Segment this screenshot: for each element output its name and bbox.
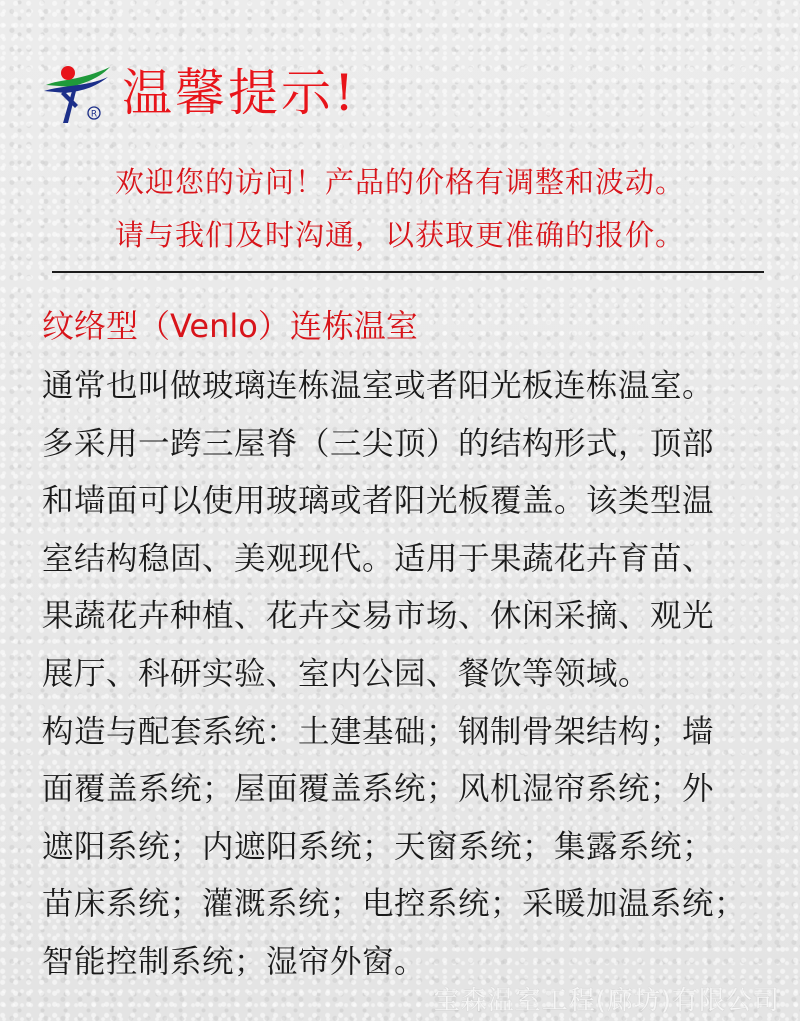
body-text: [42, 358, 772, 992]
body-line: 智能控制系统；湿帘外窗。: [42, 943, 427, 980]
svg-text:R: R: [90, 109, 98, 120]
body-line: 通常也叫做玻璃连栋温室或者阳光板连栋温室。: [42, 368, 715, 404]
divider: [52, 271, 764, 273]
watermark: 宝森温室工程(廊坊)有限公司: [433, 986, 780, 1016]
body-line: 面覆盖系统；屋面覆盖系统；风机湿帘系统；外: [42, 771, 715, 808]
notice-line-2: 请与我们及时沟通，以获取更准确的报价。: [114, 218, 685, 252]
section-title: 纹络型（Venlo）连栋温室: [42, 307, 418, 345]
body-line: 多采用一跨三屋脊（三尖顶）的结构形式，顶部: [42, 425, 715, 462]
body-line: 和墙面可以使用玻璃或者阳光板覆盖。该类型温: [42, 483, 715, 520]
body-line: 苗床系统；灌溉系统；电控系统；采暖加温系统；: [42, 886, 747, 923]
company-logo-icon: [42, 61, 114, 125]
body-line: 展厅、科研实验、室内公园、餐饮等领域。: [42, 655, 651, 692]
body-line: 室结构稳固、美观现代。适用于果蔬花卉育苗、: [42, 540, 715, 577]
header: [42, 58, 357, 128]
notice-line-1: 欢迎您的访问！产品的价格有调整和波动。: [114, 165, 685, 199]
page-title: 温馨提示!: [122, 64, 358, 122]
body-line: 构造与配套系统：土建基础；钢制骨架结构；墙: [42, 713, 715, 750]
body-line: 遮阳系统；内遮阳系统；天窗系统；集露系统；: [42, 828, 715, 865]
body-line: 果蔬花卉种植、花卉交易市场、休闲采摘、观光: [42, 598, 715, 635]
